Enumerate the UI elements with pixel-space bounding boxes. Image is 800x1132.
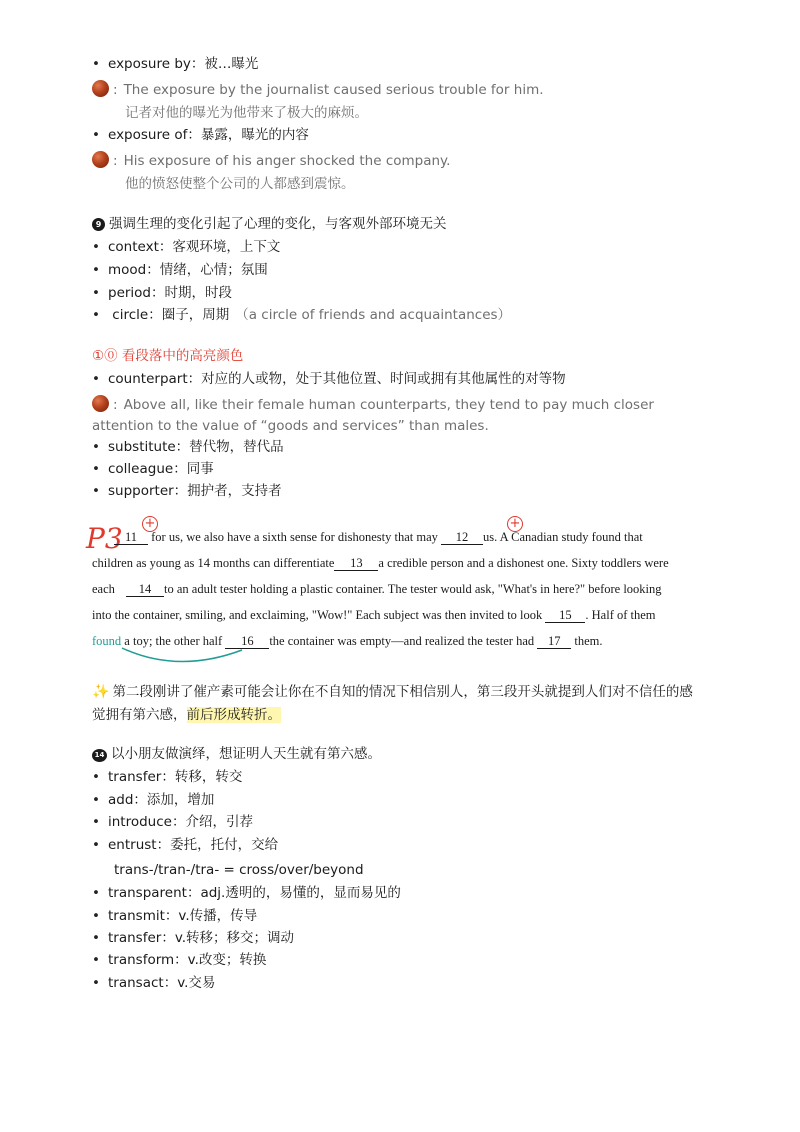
plus-circle-icon: + bbox=[507, 516, 523, 532]
number-badge: 14 bbox=[92, 749, 107, 762]
vocab-item: circle：圈子，周期 bbox=[112, 307, 230, 323]
vocab-item: • transact：v.交易 bbox=[92, 973, 215, 993]
analysis-note bbox=[92, 682, 693, 702]
heading-text: 以小朋友做演绎，想证明人天生就有第六感。 bbox=[111, 746, 381, 762]
vocab-item: • substitute：替代物，替代品 bbox=[92, 437, 284, 457]
passage-text: us. A Canadian study found that bbox=[483, 530, 643, 544]
bullet-exposure-of: • exposure of：暴露，曝光的内容 bbox=[92, 125, 309, 145]
passage-line bbox=[92, 556, 669, 571]
example-translation: 记者对他的曝光为他带来了极大的麻烦。 bbox=[125, 105, 368, 121]
blank-13: 13 bbox=[334, 556, 378, 571]
vocab-item: • mood：情绪，心情；氛围 bbox=[92, 260, 268, 280]
example-translation: 他的愤怒使整个公司的人都感到震惊。 bbox=[125, 176, 355, 192]
passage-line bbox=[92, 608, 656, 623]
handwritten-p3-label: P3 bbox=[86, 522, 123, 555]
section-10-heading: ①⓪ 看段落中的高亮颜色 bbox=[92, 348, 244, 364]
passage-text: a toy; the other half bbox=[124, 634, 223, 648]
passage-text: a credible person and a dishonest one. Sixty toddlers were bbox=[378, 556, 669, 570]
bullet-exposure-by: • exposure by：被…曝光 bbox=[92, 54, 258, 74]
vocab-item: • entrust：委托，托付，交给 bbox=[92, 835, 278, 855]
vocab-item: • add：添加，增加 bbox=[92, 790, 214, 810]
vocab-item: • introduce：介绍，引荐 bbox=[92, 812, 253, 832]
example-text: Above all, like their female human counterparts, they tend to pay much closer attention to the value of “goods and services” than males. bbox=[92, 397, 654, 434]
example-counterpart: : Above all, like their female human counterparts, they tend to pay much closer attention to the value of “goods and services” than males. bbox=[92, 397, 654, 434]
heading-text: 强调生理的变化引起了心理的变化，与客观外部环境无关 bbox=[109, 216, 447, 232]
passage-line bbox=[92, 582, 662, 597]
number-badge: 9 bbox=[92, 218, 105, 231]
example-exposure-of: : His exposure of his anger shocked the company. bbox=[92, 151, 450, 171]
vocab-item: • transfer：转移，转交 bbox=[92, 767, 242, 787]
vocab-item: • context：客观环境，上下文 bbox=[92, 237, 280, 257]
sparkle-icon: ✨ bbox=[92, 684, 110, 700]
passage-line bbox=[114, 530, 643, 545]
example-ball-icon bbox=[92, 395, 109, 412]
bullet-counterpart: • counterpart：对应的人或物，处于其他位置、时间或拥有其他属性的对等物 bbox=[92, 369, 566, 389]
plus-circle-icon: + bbox=[142, 516, 158, 532]
example-exposure-by: : The exposure by the journalist caused serious trouble for him. bbox=[92, 80, 544, 100]
underline-curve-decoration bbox=[118, 644, 248, 668]
vocab-item: • transparent：adj.透明的，易懂的，显而易见的 bbox=[92, 883, 401, 903]
highlighted-found: found bbox=[92, 634, 122, 648]
blank-15: 15 bbox=[545, 608, 585, 623]
vocab-item: • transmit：v.传播，传导 bbox=[92, 906, 257, 926]
example-text: The exposure by the journalist caused serious trouble for him. bbox=[123, 82, 544, 98]
blank-14: 14 bbox=[126, 582, 164, 597]
circle-note: （a circle of friends and acquaintances） bbox=[235, 307, 512, 323]
blank-11: 11 bbox=[114, 530, 148, 545]
passage-text: . Half of them bbox=[585, 608, 656, 622]
highlighted-note: 前后形成转折。 bbox=[186, 707, 281, 723]
passage-text: to an adult tester holding a plastic container. The tester would ask, "What's in here?" before looking bbox=[164, 582, 662, 596]
note-text: 第二段刚讲了催产素可能会让你在不自知的情况下相信别人，第三段开头就提到人们对不信任的感 bbox=[112, 684, 693, 700]
blank-12: 12 bbox=[441, 530, 483, 545]
vocab-item: • colleague：同事 bbox=[92, 459, 214, 479]
section-9-heading bbox=[92, 214, 447, 234]
section-14-heading bbox=[92, 744, 381, 764]
passage-text: the container was empty—and realized the tester had bbox=[269, 634, 535, 648]
passage-text: into the container, smiling, and exclaiming, "Wow!" Each subject was then invited to look bbox=[92, 608, 543, 622]
blank-17: 17 bbox=[537, 634, 571, 649]
vocab-item: • transform：v.改变；转换 bbox=[92, 950, 266, 970]
passage-text: for us, we also have a sixth sense for dishonesty that may bbox=[151, 530, 438, 544]
vocab-item-circle bbox=[92, 305, 511, 325]
analysis-note-line2 bbox=[92, 705, 281, 725]
example-text: His exposure of his anger shocked the company. bbox=[123, 153, 451, 169]
passage-text: them. bbox=[574, 634, 603, 648]
example-ball-icon bbox=[92, 151, 109, 168]
blank-16: 16 bbox=[225, 634, 269, 649]
root-note: trans-/tran-/tra- = cross/over/beyond bbox=[114, 862, 364, 878]
vocab-item: • transfer：v.转移；移交；调动 bbox=[92, 928, 294, 948]
vocab-item: • period：时期，时段 bbox=[92, 283, 232, 303]
example-ball-icon bbox=[92, 80, 109, 97]
passage-text: children as young as 14 months can differentiate bbox=[92, 556, 335, 570]
vocab-item: • supporter：拥护者，支持者 bbox=[92, 481, 282, 501]
passage-text: each bbox=[92, 582, 115, 596]
note-text: 觉拥有第六感， bbox=[92, 707, 187, 723]
